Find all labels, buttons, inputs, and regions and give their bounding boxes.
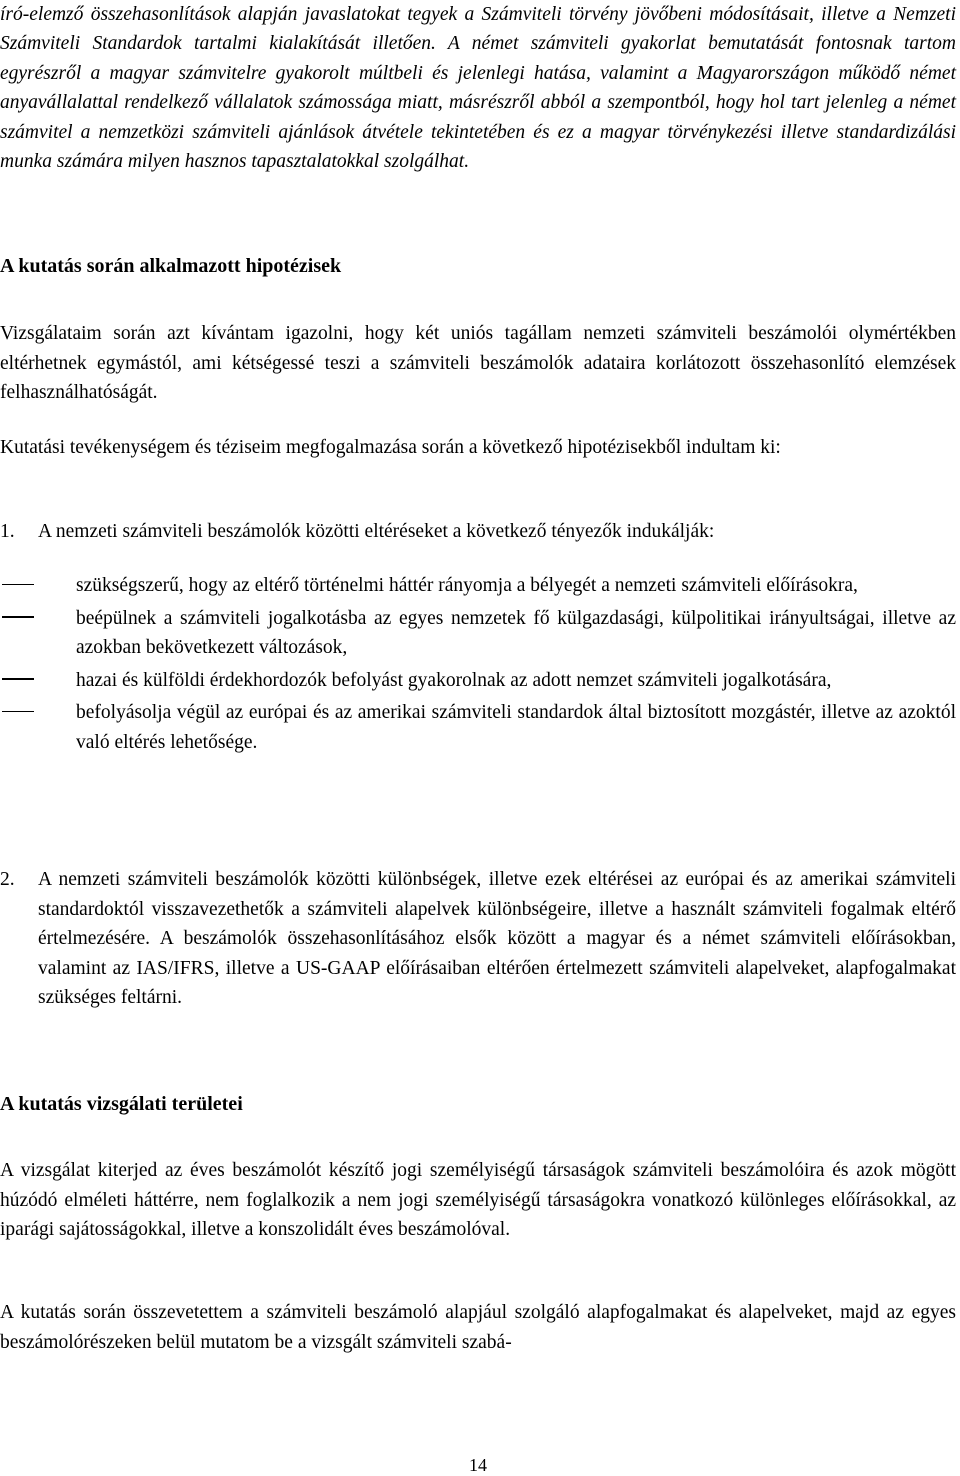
hypothesis-text: A nemzeti számviteli beszámolók közötti eltéréseket a következő tényezők indukálják: [38, 521, 715, 542]
hypotheses-paragraph-2: Kutatási tevékenységem és téziseim megfogalmazása során a következő hipotézisekből indultam ki: [0, 437, 781, 458]
section-heading-research-areas: A kutatás vizsgálati területei [0, 1093, 243, 1115]
list-item-text: befolyásolja végül az európai és az amerikai számviteli standardok által biztosított mozgástér, illetve az azoktól való eltérés lehetősége. [76, 702, 956, 753]
list-item [0, 604, 956, 663]
hypothesis-number: 2. [0, 869, 15, 890]
page-number: 14 [469, 1455, 487, 1475]
hypothesis-item-1 [0, 517, 956, 547]
hypotheses-paragraph-1: Vizsgálataim során azt kívántam igazolni, hogy két uniós tagállam nemzeti számviteli beszámolói olymértékben eltérhetnek egymástól, ami kétségessé teszi a számviteli beszámolók adataira korlátozott összehasonlító elemzések felhasználhatóságát. [0, 323, 956, 403]
factor-list [0, 571, 956, 760]
list-item [0, 666, 956, 696]
dash-bullet [0, 571, 76, 601]
hypothesis-number: 1. [0, 521, 15, 542]
research-areas-paragraph-2: A kutatás során összevetettem a számviteli beszámoló alapjául szolgáló alapfogalmakat és alapelveket, majd az egyes beszámolórészeken belül mutatom be a vizsgált számviteli szabá- [0, 1302, 956, 1353]
hypothesis-text: A nemzeti számviteli beszámolók közötti különbségek, illetve ezek eltérései az európai és az amerikai számviteli standardoktól visszavezethetők a számviteli alapelvek különbségeire, illetve a használt számviteli fogalmak eltérő értelmezésére. A beszámolók összehasonlításához elsők között a magyar és a német számviteli előírásokban, valamint az IAS/IFRS, illetve a US-GAAP előírásaiban eltérően értelmezett számviteli alapelveket, alapfogalmakat szükséges feltárni. [38, 869, 956, 1008]
list-item [0, 571, 956, 601]
dash-bullet [0, 604, 76, 663]
research-areas-paragraph-1: A vizsgálat kiterjed az éves beszámolót készítő jogi személyiségű társaságok számviteli beszámolóira és azok mögött húzódó elméleti háttérre, nem foglalkozik a nem jogi személyiségű társaságokra vonatkozó különleges előírásokkal, az iparági sajátosságokkal, illetve a konszolidált éves beszámolóval. [0, 1160, 956, 1240]
list-item-text: beépülnek a számviteli jogalkotásba az egyes nemzetek fő külgazdasági, külpolitikai irányultságai, illetve az azokban bekövetkezett változások, [76, 607, 956, 658]
section-heading-hypotheses: A kutatás során alkalmazott hipotézisek [0, 255, 342, 277]
list-item-text: szükségszerű, hogy az eltérő történelmi háttér rányomja a bélyegét a nemzeti számviteli előírásokra, [76, 575, 858, 596]
list-item [0, 698, 956, 757]
dash-bullet [0, 666, 76, 696]
dash-bullet [0, 698, 76, 757]
hypothesis-item-2 [0, 865, 956, 1013]
intro-paragraph: író-elemző összehasonlítások alapján javaslatokat tegyek a Számviteli törvény jövőbeni módosításait, illetve a Nemzeti Számviteli Standardok tartalmi kialakítását illetően. A német számviteli gyakorlat bemutatását fontosnak tartom egyrészről a magyar számvitelre gyakorolt múltbeli és jelenlegi hatása, valamint a Magyarországon működő német anyavállalattal rendelkező vállalatok számossága miatt, másrészről abból a szempontból, hogy hol tart jelenleg a német számvitel a nemzetközi számviteli ajánlások átvétele tekintetében és ez a magyar törvénykezési illetve standardizálási munka számára milyen hasznos tapasztalatokkal szolgálhat. [0, 4, 956, 173]
list-item-text: hazai és külföldi érdekhordozók befolyást gyakorolnak az adott nemzet számviteli jogalkotására, [76, 669, 832, 691]
